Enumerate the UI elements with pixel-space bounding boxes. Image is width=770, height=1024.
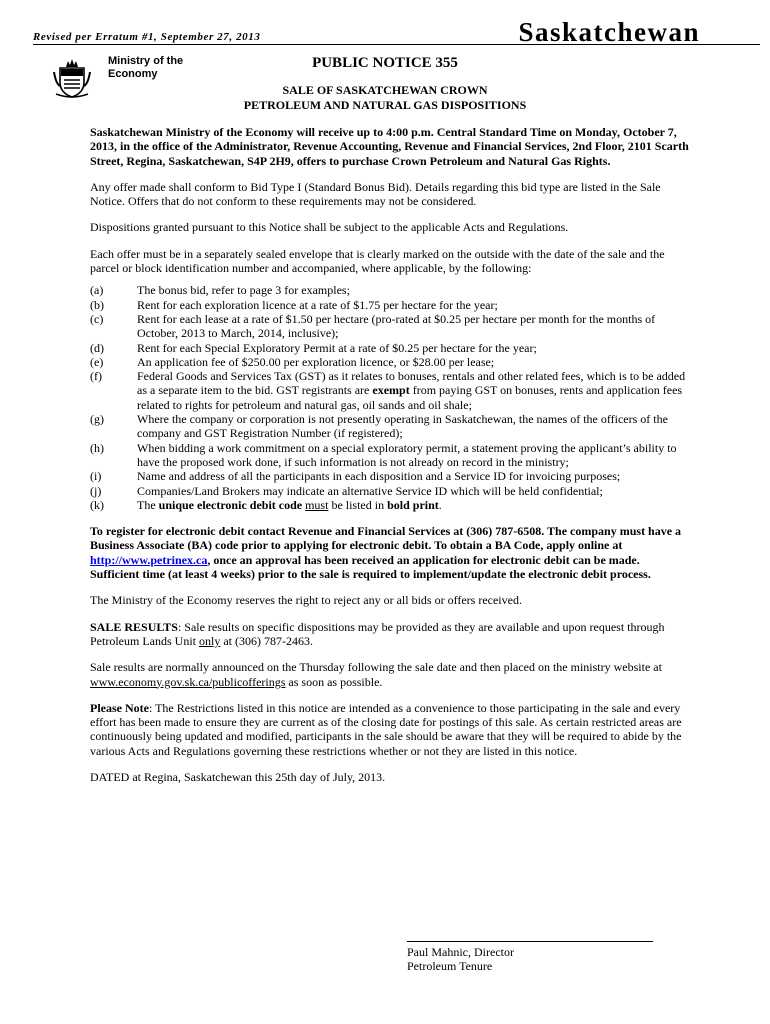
- debit-code-emphasis: unique electronic debit code: [158, 497, 303, 512]
- intro-paragraph: Saskatchewan Ministry of the Economy will receive up to 4:00 p.m. Central Standard Time on Monday, October 7, 2013, in the office of the Administrator, Revenue Accounting, Revenue and Financial Services, 2nd Floor, 2101 Scarth Street, Regina, Saskatchewan, S4P 2H9, offers to purchase Crown Petroleum and Natural Gas Rights.: [90, 125, 689, 168]
- ministry-name: Ministry of the Economy: [108, 55, 184, 80]
- economy-website-link[interactable]: www.economy.gov.sk.ca/publicofferings: [90, 674, 286, 689]
- please-note-paragraph: [90, 701, 692, 758]
- notice-subtitle: [0, 83, 770, 113]
- list-item: [90, 312, 692, 341]
- exempt-emphasis: exempt: [372, 383, 410, 398]
- envelope-paragraph: Each offer must be in a separately sealed envelope that is clearly marked on the outside with the date of the sale and the parcel or block identification number and accompanied, where applicable, by the following:: [90, 246, 665, 276]
- announcement-text: Sale results are normally announced on the Thursday following the sale date and then placed on the ministry website at: [90, 660, 662, 675]
- signature-line: [407, 941, 653, 942]
- list-item-label: (h): [90, 440, 104, 455]
- electronic-debit-paragraph: [90, 524, 692, 581]
- list-item-text: Rent for each Special Exploratory Permit at a rate of $0.25 per hectare for the year;: [137, 340, 537, 355]
- list-item: [90, 355, 692, 369]
- reserve-paragraph: The Ministry of the Economy reserves the right to reject any or all bids or offers received.: [90, 593, 522, 608]
- must-emphasis: must: [305, 497, 329, 512]
- please-note-label: Please Note: [90, 700, 149, 715]
- province-name: Saskatchewan: [518, 17, 700, 47]
- list-item-label: (b): [90, 297, 104, 312]
- list-item-text: Rent for each exploration licence at a rate of $1.75 per hectare for the year;: [137, 297, 498, 312]
- list-item-label: (d): [90, 340, 104, 355]
- announcement-text: as soon as possible.: [285, 674, 383, 689]
- list-item: [90, 283, 692, 297]
- notice-subtitle-line-1: SALE OF SASKATCHEWAN CROWN: [282, 83, 488, 97]
- list-item-label: (k): [90, 497, 104, 512]
- list-item-label: (f): [90, 369, 102, 384]
- notice-title: PUBLIC NOTICE 355: [312, 55, 458, 71]
- debit-text: To register for electronic debit contact Revenue and Financial Services at (306) 787-6508. The company must have a Business Associate (BA) code prior to applying for electronic debit. To obtain a BA Code, apply online at: [90, 524, 682, 553]
- list-item-label: (e): [90, 354, 104, 369]
- notice-body: [90, 125, 692, 796]
- list-item-label: (a): [90, 283, 104, 298]
- list-item-text: Companies/Land Brokers may indicate an alternative Service ID which will be held confidential;: [137, 483, 603, 498]
- erratum-note: Revised per Erratum #1, September 27, 2013: [33, 31, 261, 43]
- dispositions-paragraph: Dispositions granted pursuant to this Notice shall be subject to the applicable Acts and Regulations.: [90, 220, 569, 235]
- signature-block: [407, 941, 653, 974]
- list-item-text: Rent for each lease at a rate of $1.50 per hectare (pro-rated at $0.25 per hectare per month for the months of October, 2013 to March, 2014, inclusive);: [137, 311, 656, 341]
- list-item-text-part: The: [137, 497, 159, 512]
- list-item-label: (j): [90, 483, 102, 498]
- list-item-text-part: from paying GST on bonuses, rents and application fees related to rights for petroleum and natural gas, oil sands and oil shale;: [137, 383, 683, 412]
- list-item: [90, 298, 692, 312]
- list-item-text: Where the company or corporation is not presently operating in Saskatchewan, the names of the officers of the company and GST Registration Number (if registered);: [137, 412, 668, 441]
- list-item-text: When bidding a work commitment on a special exploratory permit, a statement proving the applicant’s ability to have the proposed work done, if such information is not already on record in the ministry;: [137, 440, 677, 469]
- header-rule: [33, 44, 760, 45]
- list-item-text-part: be listed in: [328, 497, 388, 512]
- bid-type-paragraph: Any offer made shall conform to Bid Type I (Standard Bonus Bid). Details regarding this bid type are listed in the Sale Notice. Offers that do not conform to these requirements may not be considered.: [90, 179, 661, 209]
- only-emphasis: only: [198, 633, 221, 648]
- list-item-text: Name and address of all the participants in each disposition and a Service ID for invoicing purposes;: [137, 469, 621, 484]
- list-item-text: [137, 498, 692, 512]
- list-item: [90, 369, 692, 412]
- list-item-label: (c): [90, 311, 104, 326]
- list-item-label: (i): [90, 469, 102, 484]
- dated-paragraph: DATED at Regina, Saskatchewan this 25th day of July, 2013.: [90, 769, 386, 784]
- list-item: [90, 469, 692, 483]
- bold-print-emphasis: bold print: [387, 497, 439, 512]
- sale-results-text: at (306) 787-2463.: [220, 633, 313, 648]
- sale-results-paragraph: [90, 620, 692, 649]
- list-item: [90, 412, 692, 441]
- list-item: [90, 484, 692, 498]
- list-item-text: The bonus bid, refer to page 3 for examples;: [137, 283, 350, 298]
- list-item: [90, 341, 692, 355]
- notice-subtitle-line-2: PETROLEUM AND NATURAL GAS DISPOSITIONS: [243, 98, 527, 112]
- announcement-paragraph: [90, 660, 692, 689]
- signatory-title: Petroleum Tenure: [407, 959, 493, 974]
- sale-results-label: SALE RESULTS: [90, 619, 178, 634]
- signatory-name: Paul Mahnic, Director: [407, 945, 514, 959]
- please-note-text: : The Restrictions listed in this notice are intended as a convenience to those participating in the sale and every effort has been made to ensure they are current as of the closing date for postings of this sale. As certain restricted areas are continuously being updated and modified, participants in the sale should be aware that they will be required to abide by the various Acts and Regulations governing these restrictions whether or not they are listed in this notice.: [90, 700, 682, 758]
- list-item-text: [137, 369, 692, 412]
- list-item-text: An application fee of $250.00 per exploration licence, or $28.00 per lease;: [137, 354, 495, 369]
- requirements-list: [90, 283, 692, 512]
- list-item-label: (g): [90, 412, 104, 427]
- list-item: [90, 498, 692, 512]
- sale-results-text: : Sale results on specific dispositions may be provided as they are available and upon request through Petroleum Lands Unit: [90, 619, 665, 648]
- petrinex-link[interactable]: http://www.petrinex.ca: [90, 552, 208, 567]
- debit-text: , once an approval has been received an application for electronic debit can be made. Sufficient time (at least 4 weeks) prior to the sale is required to implement/update the electronic debit process.: [90, 552, 651, 582]
- list-item: [90, 441, 692, 470]
- list-item-text-part: Federal Goods and Services Tax (GST) as it relates to bonuses, rentals and other related fees, which is to be added as a separate item to the bid. GST registrants are: [137, 369, 686, 398]
- list-item-text-part: .: [438, 497, 442, 512]
